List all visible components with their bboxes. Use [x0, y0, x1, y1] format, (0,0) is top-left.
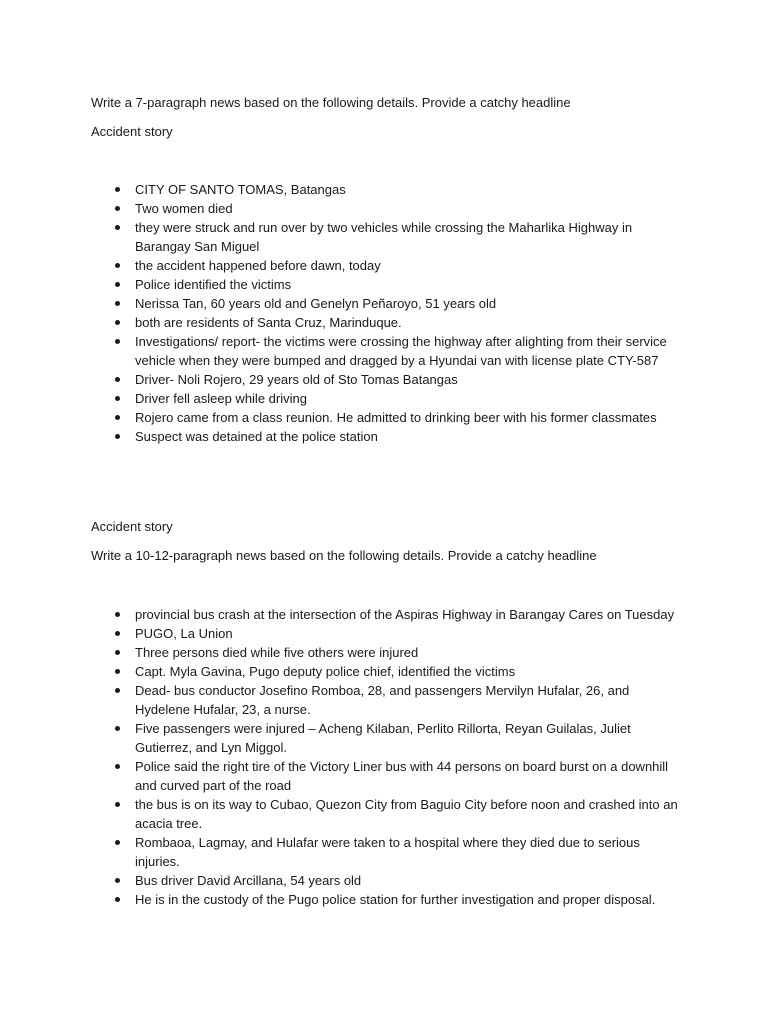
list-item: they were struck and run over by two vehicles while crossing the Maharlika Highway in Barangay San Miguel	[135, 218, 680, 256]
list-item: Capt. Myla Gavina, Pugo deputy police chief, identified the victims	[135, 662, 680, 681]
list-item: Five passengers were injured – Acheng Kilaban, Perlito Rillorta, Reyan Guilalas, Juliet Gutierrez, and Lyn Miggol.	[135, 719, 680, 757]
list-item: Investigations/ report- the victims were crossing the highway after alighting from their service vehicle when they were bumped and dragged by a Hyundai van with license plate CTY-587	[135, 332, 680, 370]
list-item: provincial bus crash at the intersection of the Aspiras Highway in Barangay Cares on Tuesday	[135, 605, 680, 624]
list-item: Police identified the victims	[135, 275, 680, 294]
list-item: He is in the custody of the Pugo police station for further investigation and proper disposal.	[135, 890, 680, 909]
list-item: PUGO, La Union	[135, 624, 680, 643]
list-item: Rombaoa, Lagmay, and Hulafar were taken to a hospital where they died due to serious injuries.	[135, 833, 680, 871]
list-item: Police said the right tire of the Victory Liner bus with 44 persons on board burst on a downhill and curved part of the road	[135, 757, 680, 795]
bullet-list-2	[135, 605, 680, 909]
list-item: CITY OF SANTO TOMAS, Batangas	[135, 180, 680, 199]
list-item: Nerissa Tan, 60 years old and Genelyn Peñaroyo, 51 years old	[135, 294, 680, 313]
list-item: Driver fell asleep while driving	[135, 389, 680, 408]
instruction-1: Write a 7-paragraph news based on the following details. Provide a catchy headline	[91, 95, 571, 110]
list-item: the bus is on its way to Cubao, Quezon City from Baguio City before noon and crashed into an acacia tree.	[135, 795, 680, 833]
story-label-1: Accident story	[91, 124, 173, 139]
list-item: Suspect was detained at the police station	[135, 427, 680, 446]
list-item: Three persons died while five others were injured	[135, 643, 680, 662]
list-item: Driver- Noli Rojero, 29 years old of Sto Tomas Batangas	[135, 370, 680, 389]
list-item: the accident happened before dawn, today	[135, 256, 680, 275]
bullet-list-1	[135, 180, 680, 446]
instruction-2: Write a 10-12-paragraph news based on the following details. Provide a catchy headline	[91, 548, 597, 563]
story-label-2: Accident story	[91, 519, 173, 534]
list-item: Dead- bus conductor Josefino Romboa, 28, and passengers Mervilyn Hufalar, 26, and Hydelene Hufalar, 23, a nurse.	[135, 681, 680, 719]
list-item: Two women died	[135, 199, 680, 218]
list-item: both are residents of Santa Cruz, Marinduque.	[135, 313, 680, 332]
list-item: Bus driver David Arcillana, 54 years old	[135, 871, 680, 890]
list-item: Rojero came from a class reunion. He admitted to drinking beer with his former classmates	[135, 408, 680, 427]
